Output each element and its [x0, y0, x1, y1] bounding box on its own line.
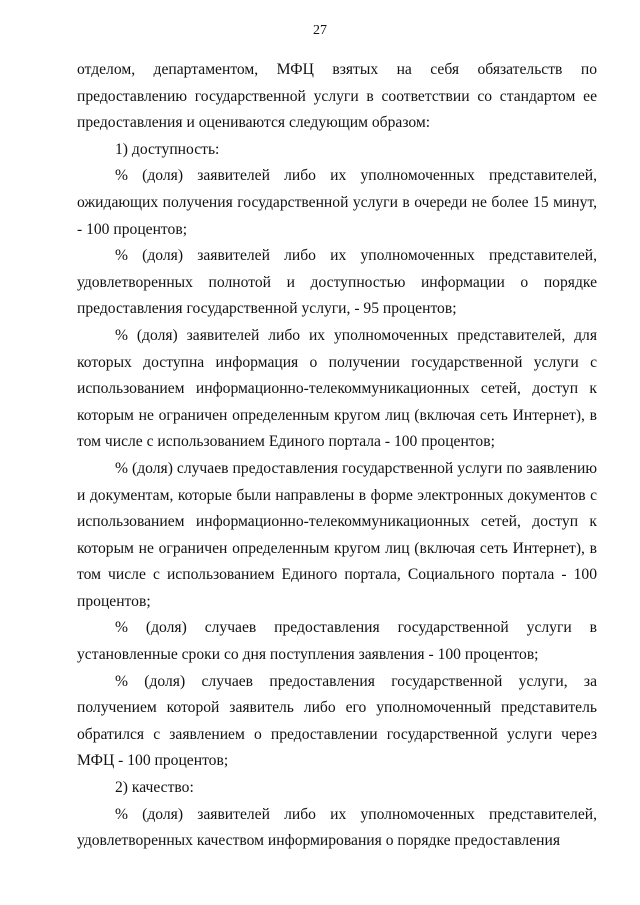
paragraph: % (доля) случаев предоставления государственной услуги в установленные сроки со дня поступления заявления - 100 процентов;: [77, 619, 597, 664]
page-number: 27: [313, 23, 327, 38]
document-body: [77, 57, 597, 855]
section-heading-quality: 2) качество:: [115, 779, 194, 797]
paragraph: % (доля) случаев предоставления государственной услуги, за получением которой заявитель либо его уполномоченный представитель обратился с заявлением о предоставлении государственной услуги через МФЦ - 100 процентов;: [77, 672, 597, 770]
paragraph: % (доля) заявителей либо их уполномоченных представителей, для которых доступна информация о получении государственной услуги с использованием информационно-телекоммуникационных сетей, доступ к которым не ограничен определенным кругом лиц (включая сеть Интернет), в том числе с использованием Единого портала - 100 процентов;: [77, 326, 597, 451]
paragraph: % (доля) заявителей либо их уполномоченных представителей, удовлетворенных качеством информирования о порядке предоставления: [77, 805, 597, 850]
paragraph: % (доля) заявителей либо их уполномоченных представителей, ожидающих получения государственной услуги в очереди не более 15 минут, - 100 процентов;: [77, 167, 597, 238]
section-heading-accessibility: 1) доступность:: [115, 140, 220, 158]
paragraph-continuation: отделом, департаментом, МФЦ взятых на себя обязательств по предоставлению государственной услуги в соответствии со стандартом ее предоставления и оцениваются следующим образом:: [77, 61, 597, 132]
paragraph: % (доля) случаев предоставления государственной услуги по заявлению и документам, которые были направлены в форме электронных документов с использованием информационно-телекоммуникационных сетей, доступ к которым не ограничен определенным кругом лиц (включая сеть Интернет), в том числе с использованием Единого портала, Социального портала - 100 процентов;: [77, 459, 597, 610]
paragraph: % (доля) заявителей либо их уполномоченных представителей, удовлетворенных полнотой и доступностью информации о порядке предоставления государственной услуги, - 95 процентов;: [77, 247, 597, 318]
